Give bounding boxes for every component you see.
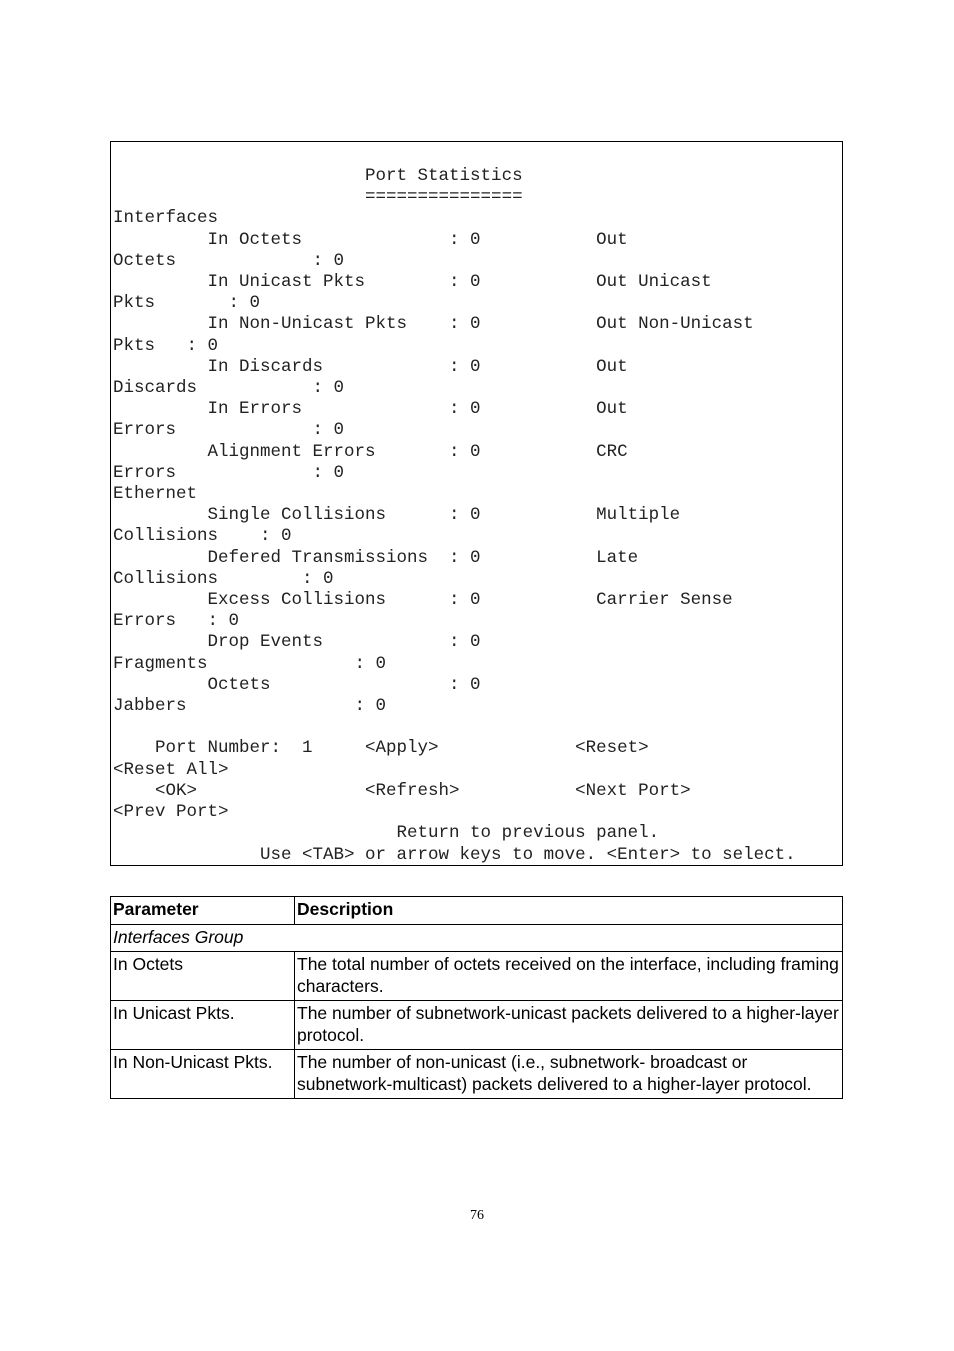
table-row [111, 952, 843, 1001]
row-description: The number of non-unicast (i.e., subnetwork- broadcast or subnetwork-multicast) packets delivered to a higher-layer protocol. [295, 1050, 843, 1099]
table-row [111, 1050, 843, 1099]
header-parameter: Parameter [111, 897, 295, 925]
header-description: Description [295, 897, 843, 925]
row-parameter: In Non-Unicast Pkts. [111, 1050, 295, 1099]
port-statistics-console [110, 141, 843, 866]
console-text: Port Statistics =============== Interfaces In Octets : 0 Out Octets : 0 In Unicast Pkts : 0 Out Unicast Pkts : 0 In Non-Unicast Pkts : 0 Out Non-Unicast Pkts : 0 In Discards : 0 Out Discards : 0 In Errors : 0 Out Errors : 0 Alignment Errors : 0 CRC Errors : 0 Ethernet Single Collisions : 0 Multiple Collisions : 0 Defered Transmissions : 0 Late Collisions : 0 Excess Collisions : 0 Carrier Sense Errors : 0 Drop Events : 0 Fragments : 0 Octets : 0 Jabbers : 0 Port Number: 1 <Apply> <Reset> <Reset All> <OK> <Refresh> <Next Port> <Prev Port> Return to previous panel. Use <TAB> or arrow keys to move. <Enter> to select. [113, 166, 796, 865]
table-header-row [111, 897, 843, 925]
page-number: 76 [470, 1208, 484, 1223]
table-group-row [111, 924, 843, 952]
row-description: The number of subnetwork-unicast packets delivered to a higher-layer protocol. [295, 1001, 843, 1050]
table-row [111, 1001, 843, 1050]
row-parameter: In Unicast Pkts. [111, 1001, 295, 1050]
group-label: Interfaces Group [111, 924, 843, 952]
parameter-table [110, 896, 843, 1099]
row-parameter: In Octets [111, 952, 295, 1001]
row-description: The total number of octets received on the interface, including framing characters. [295, 952, 843, 1001]
